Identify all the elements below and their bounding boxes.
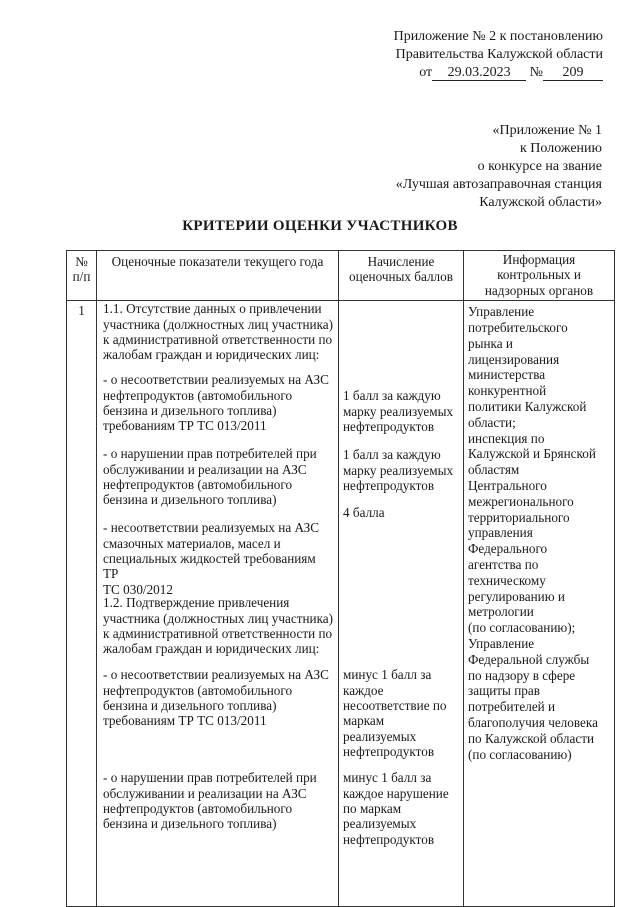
header-num-line: №: [75, 254, 88, 269]
points-line: марку реализуемых: [343, 403, 454, 419]
header-info: [464, 251, 615, 301]
table-row: [67, 301, 615, 907]
criteria-table: [66, 250, 615, 907]
indicator-line: ТС 030/2012: [103, 581, 173, 597]
header-indicators: [97, 251, 339, 301]
header-indicators-label: Оценочные показатели текущего года: [111, 254, 324, 269]
info-line: по Калужской области: [468, 730, 595, 746]
indicator-line: бензина и дизельного топлива): [103, 698, 277, 714]
indicator-line: нефтепродуктов (автомобильного: [103, 477, 293, 493]
indicator-line: бензина и дизельного топлива): [103, 492, 277, 508]
header-info-line: надзорных органов: [484, 282, 594, 298]
info-line: (по согласованию): [468, 746, 572, 762]
indicator-line: жалобам граждан и юридических лиц:: [103, 641, 320, 657]
indicator-line: к административной ответственности по: [103, 626, 333, 642]
header-info-line: контрольных и: [497, 267, 581, 283]
info-line: министерства: [468, 367, 546, 383]
info-line: потребительского: [468, 320, 568, 336]
indicator-line: нефтепродуктов (автомобильного: [103, 682, 293, 698]
info-line: рынка и: [468, 335, 513, 351]
info-line: Федеральной службы: [468, 651, 590, 667]
header-num-line: п/п: [72, 269, 91, 285]
points-line: по маркам: [343, 801, 402, 817]
indicator-block: [103, 667, 334, 729]
header-info-line: Информация: [502, 252, 576, 267]
indicator-line: нефтепродуктов (автомобильного: [103, 801, 293, 817]
supervisory-bodies: [468, 304, 612, 762]
info-line: областям: [468, 462, 520, 478]
info-line: Калужской и Брянской: [468, 446, 596, 462]
info-line: по надзору в сфере: [468, 667, 576, 683]
indicator-block: [103, 301, 334, 363]
appendix-line: «Приложение № 1: [492, 123, 602, 138]
header-points-line: Начисление: [367, 254, 435, 269]
indicator-line: - о нарушении прав потребителей при: [103, 770, 317, 786]
indicator-line: - о несоответствии реализуемых на АЗС: [103, 667, 329, 683]
row-number: [67, 301, 97, 907]
points-line: 4 балла: [343, 505, 385, 521]
points-line: нефтепродуктов: [343, 744, 435, 760]
points-line: минус 1 балл за: [343, 667, 432, 683]
info-line: благополучия человека: [468, 714, 598, 730]
indicator-block: [103, 770, 334, 832]
points-line: нефтепродуктов: [343, 478, 435, 494]
points-line: реализуемых: [343, 728, 417, 744]
indicator-line: требованиям ТР ТС 013/2011: [103, 418, 267, 434]
info-line: инспекция по: [468, 430, 545, 446]
info-line: конкурентной: [468, 383, 547, 399]
indicator-line: бензина и дизельного топлива): [103, 403, 277, 419]
points-line: 1 балл за каждую: [343, 447, 441, 463]
attachment-header: [394, 28, 603, 82]
info-line: регулированию и: [468, 588, 565, 604]
indicator-line: - о нарушении прав потребителей при: [103, 446, 317, 462]
info-line: лицензирования: [468, 351, 560, 367]
points-line: каждое нарушение: [343, 785, 449, 801]
points-block: [343, 770, 461, 847]
row-number-value: 1: [78, 303, 85, 319]
points-block: [343, 447, 461, 493]
info-line: метрологии: [468, 604, 534, 620]
indicator-block: [103, 520, 334, 597]
points-block: [343, 667, 461, 759]
info-line: управления: [468, 525, 533, 541]
number-prefix: №: [529, 65, 543, 80]
info-line: агентства по: [468, 556, 539, 572]
info-line: политики Калужской: [468, 399, 587, 414]
indicator-line: 1.1. Отсутствие данных о привлечении: [103, 301, 322, 317]
header-num: [67, 251, 97, 301]
document-number: 209: [543, 65, 603, 81]
points-line: нефтепродуктов: [343, 831, 435, 847]
points-line: нефтепродуктов: [343, 419, 435, 435]
header-points: [339, 251, 464, 301]
indicator-line: к административной ответственности по: [103, 332, 333, 348]
indicator-line: участника (должностных лиц участника): [103, 316, 334, 332]
indicator-line: требованиям ТР ТС 013/2011: [103, 713, 267, 729]
info-line: межрегионального: [468, 493, 574, 509]
document-date: 29.03.2023: [432, 65, 526, 81]
page-title: КРИТЕРИИ ОЦЕНКИ УЧАСТНИКОВ: [182, 218, 458, 234]
header-points-line: оценочных баллов: [349, 269, 453, 285]
table-header-row: [67, 251, 615, 301]
indicator-line: бензина и дизельного топлива): [103, 816, 277, 832]
info-line: области;: [468, 414, 516, 430]
indicator-line: специальных жидкостей требованиям ТР: [103, 551, 316, 582]
points-line: марку реализуемых: [343, 462, 454, 478]
info-line: Федерального: [468, 541, 548, 557]
points-block: [343, 388, 461, 434]
points-cell: [339, 301, 464, 907]
info-line: защиты прав: [468, 683, 540, 699]
info-line: Управление: [468, 304, 535, 320]
appendix-line: к Положению: [519, 141, 602, 156]
indicator-line: жалобам граждан и юридических лиц:: [103, 347, 320, 363]
appendix-line: «Лучшая автозаправочная станция: [395, 177, 602, 192]
indicator-line: нефтепродуктов (автомобильного: [103, 387, 293, 403]
attachment-line-1: Приложение № 2 к постановлению: [393, 29, 603, 44]
indicator-line: смазочных материалов, масел и: [103, 535, 281, 551]
info-line: потребителей и: [468, 699, 556, 715]
indicator-line: 1.2. Подтверждение привлечения: [103, 595, 290, 611]
appendix-reference: [396, 122, 602, 212]
points-line: маркам: [343, 713, 385, 729]
points-line: 1 балл за каждую: [343, 388, 441, 404]
points-line: реализуемых: [343, 816, 417, 832]
points-line: каждое: [343, 682, 384, 698]
indicator-line: обслуживании и реализации на АЗС: [103, 785, 307, 801]
indicators-cell: [97, 301, 339, 907]
info-cell: [464, 301, 615, 907]
indicator-block: [103, 446, 334, 508]
appendix-line: Калужской области»: [479, 195, 602, 210]
info-line: Управление: [468, 635, 535, 651]
info-line: Центрального: [468, 477, 547, 493]
indicator-line: - о несоответствии реализуемых на АЗС: [103, 372, 329, 388]
points-line: минус 1 балл за: [343, 770, 432, 786]
appendix-line: о конкурсе на звание: [477, 159, 602, 174]
indicator-line: участника (должностных лиц участника): [103, 610, 334, 626]
indicator-line: - несоответствии реализуемых на АЗС: [103, 520, 320, 536]
points-block: [343, 505, 461, 520]
indicator-block: [103, 372, 334, 434]
info-line: территориального: [468, 509, 570, 525]
date-prefix: от: [419, 65, 433, 80]
info-line: (по согласованию);: [468, 620, 576, 636]
indicator-block: [103, 595, 334, 657]
attachment-date-line: [394, 64, 603, 82]
indicator-line: обслуживании и реализации на АЗС: [103, 461, 307, 477]
points-line: несоответствие по: [343, 698, 447, 714]
info-line: техническому: [468, 572, 546, 588]
attachment-line-2: Правительства Калужской области: [395, 47, 603, 62]
